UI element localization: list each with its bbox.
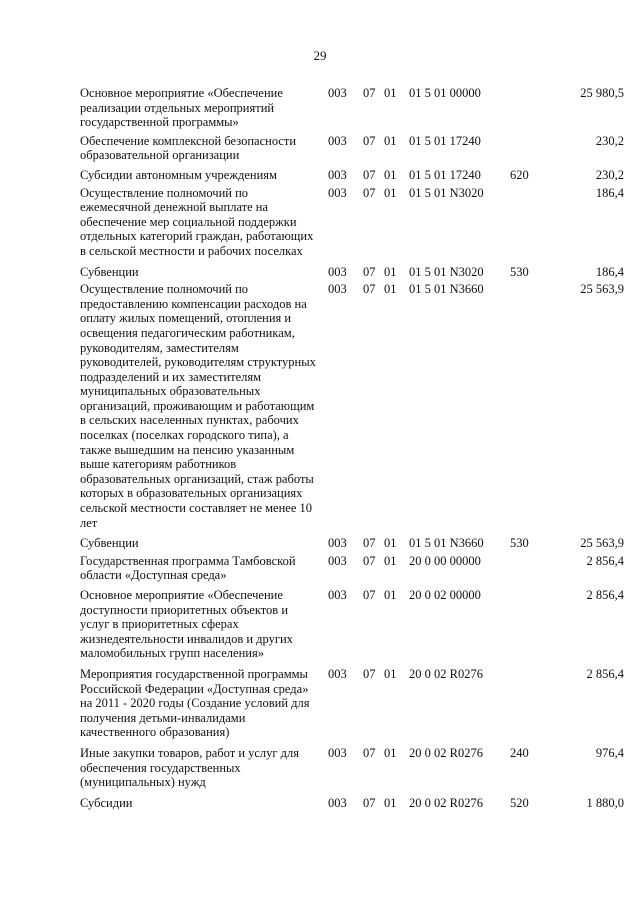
row-target-code: 01 5 01 N3020 (409, 264, 484, 279)
row-subsection-code: 01 (384, 264, 397, 279)
row-name: Государственная программа Тамбовской области «Доступная среда» (80, 553, 296, 583)
page-number: 29 (313, 48, 327, 63)
row-amount: 976,4 (595, 745, 624, 760)
row-ministry-code: 003 (328, 282, 347, 297)
table-row (80, 86, 624, 130)
row-name: Основное мероприятие «Обеспечение доступности приоритетных объектов и услуг в приоритетных сферах жизнедеятельности инвалидов и других маломобильных групп населения» (80, 588, 293, 661)
row-ministry-code: 003 (328, 536, 347, 551)
row-name: Обеспечение комплексной безопасности образовательной организации (80, 133, 297, 163)
row-amount: 186,4 (595, 185, 624, 200)
row-amount: 2 856,4 (586, 553, 624, 568)
row-target-code: 20 0 02 R0276 (409, 666, 483, 681)
row-expense-type: 520 (510, 795, 529, 810)
row-section-code: 07 (363, 666, 376, 681)
table-row (80, 264, 624, 280)
row-target-code: 20 0 02 R0276 (409, 745, 483, 760)
row-subsection-code: 01 (384, 666, 397, 681)
row-subsection-code: 01 (384, 185, 397, 200)
row-section-code: 07 (363, 133, 376, 148)
row-section-code: 07 (363, 282, 376, 297)
row-amount: 230,2 (595, 167, 624, 182)
row-ministry-code: 003 (328, 133, 347, 148)
table-row (80, 553, 624, 583)
row-amount: 25 980,5 (580, 86, 624, 100)
row-expense-type: 530 (510, 264, 529, 279)
row-subsection-code: 01 (384, 133, 397, 148)
row-amount: 186,4 (595, 264, 624, 279)
row-amount: 25 563,9 (580, 536, 624, 551)
row-target-code: 01 5 01 00000 (409, 86, 481, 100)
row-target-code: 20 0 02 00000 (409, 588, 481, 602)
row-ministry-code: 003 (328, 167, 347, 182)
row-target-code: 01 5 01 17240 (409, 167, 481, 182)
row-section-code: 07 (363, 264, 376, 279)
row-name: Мероприятия государственной программы Российской Федерации «Доступная среда» на 2011 - 2020 годы (Создание условий для получения детьми-инвалидами качественного образования) (80, 666, 310, 740)
row-name: Субвенции (80, 536, 139, 551)
row-name: Субсидии (80, 795, 133, 810)
row-subsection-code: 01 (384, 795, 397, 810)
row-amount: 2 856,4 (586, 666, 624, 681)
row-ministry-code: 003 (328, 666, 347, 681)
row-amount: 1 880,0 (586, 795, 624, 810)
row-amount: 2 856,4 (586, 588, 624, 602)
row-subsection-code: 01 (384, 282, 397, 297)
row-subsection-code: 01 (384, 553, 397, 568)
row-subsection-code: 01 (384, 86, 397, 100)
budget-table (80, 86, 624, 810)
row-name: Иные закупки товаров, работ и услуг для обеспечения государственных (муниципальных) нужд (80, 745, 300, 790)
table-row (80, 282, 624, 530)
row-amount: 230,2 (595, 133, 624, 148)
row-ministry-code: 003 (328, 745, 347, 760)
row-target-code: 01 5 01 N3020 (409, 185, 484, 200)
table-row (80, 536, 624, 551)
row-name: Основное мероприятие «Обеспечение реализации отдельных мероприятий государственной программы» (80, 86, 283, 130)
row-section-code: 07 (363, 167, 376, 182)
row-target-code: 20 0 02 R0276 (409, 795, 483, 810)
row-target-code: 20 0 00 00000 (409, 553, 481, 568)
table-row (80, 185, 624, 259)
row-target-code: 01 5 01 N3660 (409, 536, 484, 551)
row-subsection-code: 01 (384, 745, 397, 760)
row-name: Осуществление полномочий по предоставлению компенсации расходов на оплату жилых помещений, отопления и освещения педагогическим работникам, руководителям, заместителям руководителей, руководителям структурных подразделений и их заместителям муниципальных образовательных организаций, проживающим и работающим в сельских населенных пунктах, рабочих поселках (поселках городского типа), а также вышедшим на пенсию указанным выше категориям работников образовательных организаций, стаж работы которых в образовательных организациях сельской местности составляет не менее 10 лет (80, 282, 316, 530)
row-ministry-code: 003 (328, 86, 347, 100)
row-subsection-code: 01 (384, 588, 397, 602)
row-amount: 25 563,9 (580, 282, 624, 297)
row-name: Осуществление полномочий по ежемесячной денежной выплате на обеспечение мер социальной поддержки отдельных категорий граждан, работающих в сельской местности и рабочих поселках (80, 185, 314, 258)
row-name: Субвенции (80, 264, 139, 279)
row-ministry-code: 003 (328, 588, 347, 602)
row-ministry-code: 003 (328, 185, 347, 200)
row-target-code: 01 5 01 N3660 (409, 282, 484, 297)
row-expense-type: 620 (510, 167, 529, 182)
row-expense-type: 530 (510, 536, 529, 551)
table-row (80, 588, 624, 661)
row-section-code: 07 (363, 185, 376, 200)
table-row (80, 666, 624, 740)
row-section-code: 07 (363, 86, 376, 100)
table-row (80, 745, 624, 790)
row-ministry-code: 003 (328, 553, 347, 568)
row-ministry-code: 003 (328, 264, 347, 279)
row-subsection-code: 01 (384, 167, 397, 182)
table-row (80, 167, 624, 183)
table-row (80, 133, 624, 163)
row-section-code: 07 (363, 588, 376, 602)
row-ministry-code: 003 (328, 795, 347, 810)
table-row (80, 795, 624, 811)
row-name: Субсидии автономным учреждениям (80, 167, 277, 182)
row-section-code: 07 (363, 536, 376, 551)
row-target-code: 01 5 01 17240 (409, 133, 481, 148)
row-expense-type: 240 (510, 745, 529, 760)
row-subsection-code: 01 (384, 536, 397, 551)
row-section-code: 07 (363, 553, 376, 568)
row-section-code: 07 (363, 795, 376, 810)
row-section-code: 07 (363, 745, 376, 760)
